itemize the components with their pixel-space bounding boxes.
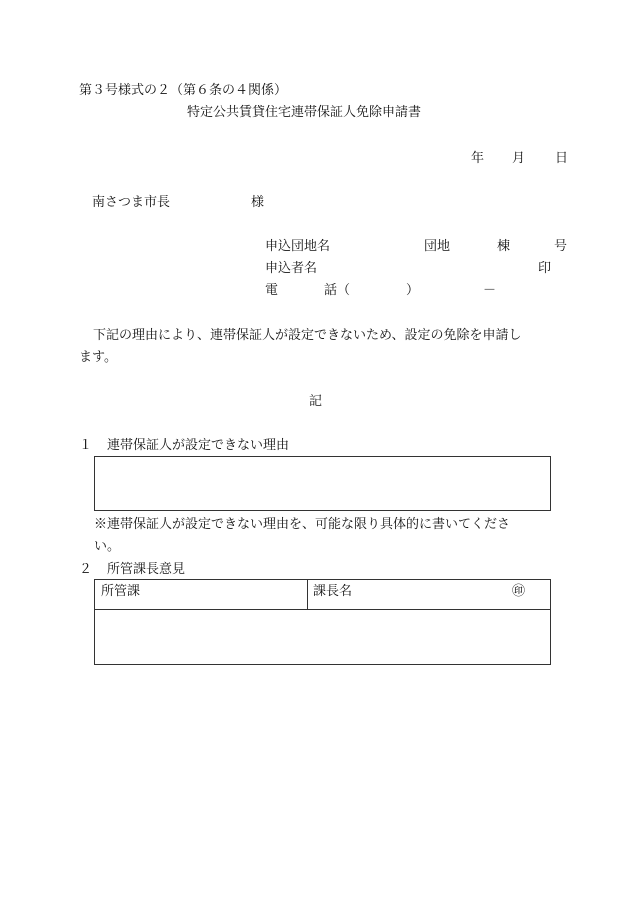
complex-name-label: 申込団地名 <box>265 239 331 254</box>
phone-label-char2: 話（ <box>324 283 351 298</box>
applicant-name-label: 申込者名 <box>265 261 318 276</box>
phone-dash: － <box>483 283 497 298</box>
section2-title: 所管課長意見 <box>107 562 186 577</box>
applicant-seal-mark: 印 <box>538 261 552 276</box>
form-number: 第３号様式の２（第６条の４関係） <box>79 83 288 98</box>
phone-label-char1: 電 <box>265 283 279 298</box>
chief-name-label: 課長名 <box>313 584 353 599</box>
opinion-table-column-divider <box>307 579 308 609</box>
date-month: 月 <box>512 151 526 166</box>
body-text-line2: ます。 <box>79 350 117 365</box>
addressee-name: 南さつま市長 <box>92 195 171 210</box>
ki-heading: 記 <box>309 394 323 409</box>
reason-input-box[interactable] <box>94 456 551 511</box>
addressee-honorific: 様 <box>251 195 265 210</box>
unit-number-label: 号 <box>554 239 568 254</box>
chief-seal-mark: ㊞ <box>512 584 526 599</box>
document-title: 特定公共賃貸住宅連帯保証人免除申請書 <box>187 105 422 120</box>
date-day: 日 <box>555 151 569 166</box>
date-year: 年 <box>471 151 485 166</box>
section1-title: 連帯保証人が設定できない理由 <box>107 438 290 453</box>
body-text-line1: 下記の理由により、連帯保証人が設定できないため、設定の免除を申請し <box>93 328 522 343</box>
dept-label: 所管課 <box>101 584 141 599</box>
phone-paren-close: ） <box>406 283 420 298</box>
section1-note-line2: い。 <box>94 539 121 554</box>
building-label: 棟 <box>497 239 511 254</box>
opinion-input-area[interactable] <box>95 610 550 664</box>
section2-number: ２ <box>79 562 93 577</box>
section1-number: １ <box>79 438 93 453</box>
danchi-label: 団地 <box>424 239 451 254</box>
section1-note-line1: ※連帯保証人が設定できない理由を、可能な限り具体的に書いてくださ <box>94 517 511 532</box>
